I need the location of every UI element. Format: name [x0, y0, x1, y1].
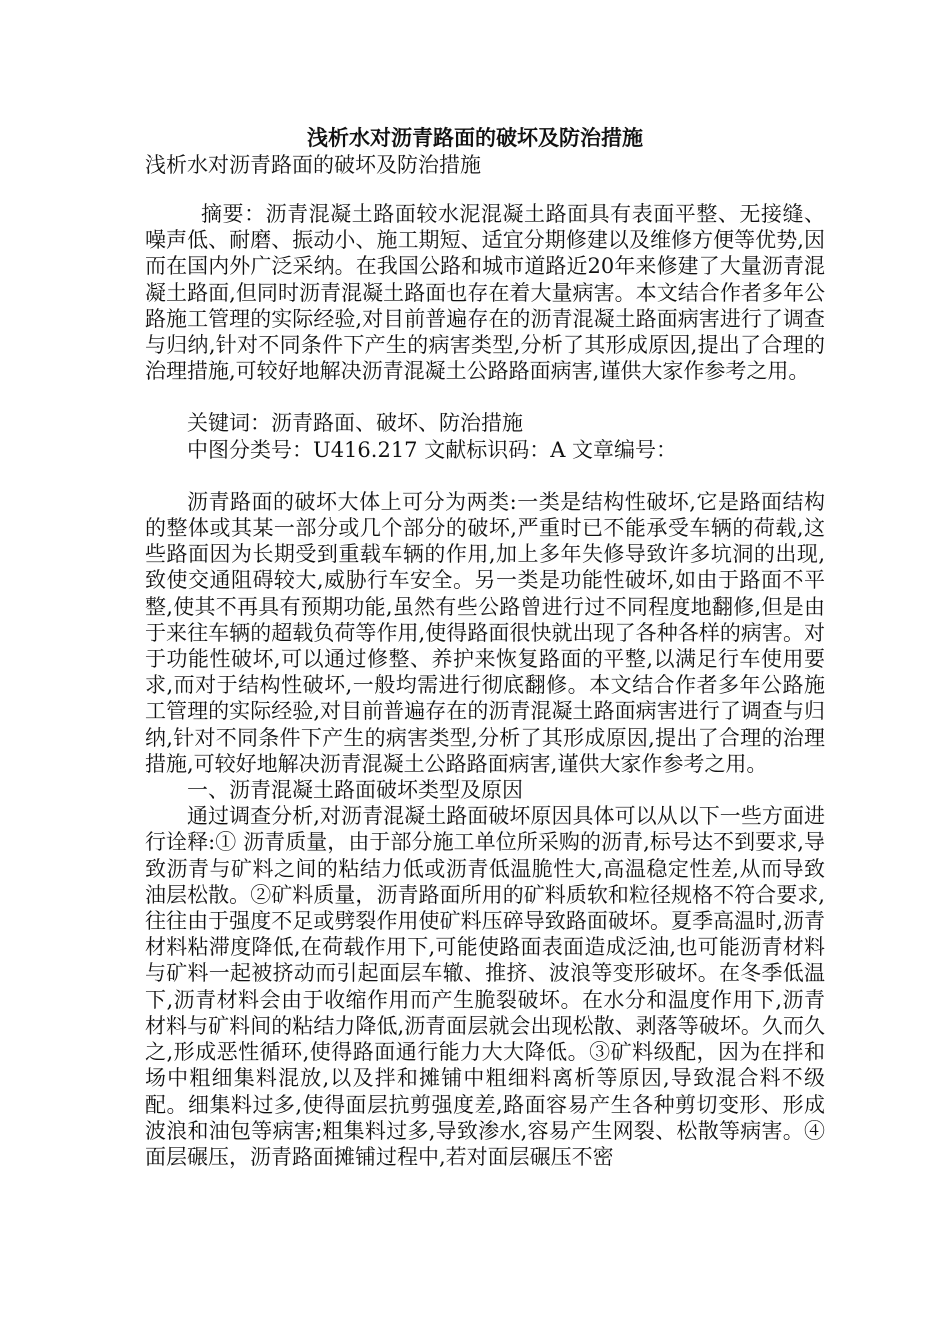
section-heading: 一、沥青混凝土路面破坏类型及原因: [187, 778, 523, 803]
document-subtitle: 浅析水对沥青路面的破坏及防治措施: [145, 153, 481, 177]
document-title: 浅析水对沥青路面的破坏及防治措施: [307, 126, 643, 150]
paragraph-spacer: [145, 463, 825, 489]
keywords-line: 关键词：沥青路面、破坏、防治措施: [187, 411, 523, 436]
section-paragraph: 通过调查分析,对沥青混凝土路面破坏原因具体可以从以下一些方面进行诠释:① 沥青质量，由于部分施工单位所采购的沥青,标号达不到要求,导致沥青与矿料之间的粘结力低或沥青低温脆性大,高温稳定性差,从而导致油层松散。②矿料质量，沥青路面所用的矿料质软和粒径规格不符合要求,往往由于强度不足或劈裂作用使矿料压碎导致路面破坏。夏季高温时,沥青材料粘滞度降低,在荷载作用下,可能使路面表面造成泛油,也可能沥青材料与矿料一起被挤动而引起面层车辙、推挤、波浪等变形破坏。在冬季低温下,沥青材料会由于收缩作用而产生脆裂破坏。在水分和温度作用下,沥青材料与矿料间的粘结力降低,沥青面层就会出现松散、剥落等破坏。久而久之,形成恶性循环,使得路面通行能力大大降低。③矿料级配，因为在拌和场中粗细集料混放,以及拌和摊铺中粗细料离析等原因,导致混合料不级配。细集料过多,使得面层抗剪强度差,路面容易产生各种剪切变形、形成波浪和油包等病害;粗集料过多,导致渗水,容易产生网裂、松散等病害。④面层碾压，沥青路面摊铺过程中,若对面层碾压不密: [145, 804, 825, 1169]
abstract-paragraph: 摘要：沥青混凝土路面较水泥混凝土路面具有表面平整、无接缝、噪声低、耐磨、振动小、施工期短、适宜分期修建以及维修方便等优势,因而在国内外广泛采纳。在我国公路和城市道路近20年来修建了大量沥青混凝土路面,但同时沥青混凝土路面也存在着大量病害。本文结合作者多年公路施工管理的实际经验,对目前普遍存在的沥青混凝土路面病害进行了调查与归纳,针对不同条件下产生的病害类型,分析了其形成原因,提出了合理的治理措施,可较好地解决沥青混凝土公路路面病害,谨供大家作参考之用。: [145, 202, 825, 384]
classification-line: 中图分类号：U416.217 文献标识码：A 文章编号：: [187, 437, 678, 462]
document-body: [145, 201, 825, 1170]
paragraph-spacer: [145, 384, 825, 410]
intro-paragraph: 沥青路面的破坏大体上可分为两类:一类是结构性破坏,它是路面结构的整体或其某一部分或几个部分的破坏,严重时已不能承受车辆的荷载,这些路面因为长期受到重载车辆的作用,加上多年失修导致许多坑洞的出现,致使交通阻碍较大,威胁行车安全。另一类是功能性破坏,如由于路面不平整,使其不再具有预期功能,虽然有些公路曾进行过不同程度地翻修,但是由于来往车辆的超载负荷等作用,使得路面很快就出现了各种各样的病害。对于功能性破坏,可以通过修整、养护来恢复路面的平整,以满足行车使用要求,而对于结构性破坏,一般均需进行彻底翻修。本文结合作者多年公路施工管理的实际经验,对目前普遍存在的沥青混凝土路面病害进行了调查与归纳,针对不同条件下产生的病害类型,分析了其形成原因,提出了合理的治理措施,可较好地解决沥青混凝土公路路面病害,谨供大家作参考之用。: [145, 489, 825, 776]
